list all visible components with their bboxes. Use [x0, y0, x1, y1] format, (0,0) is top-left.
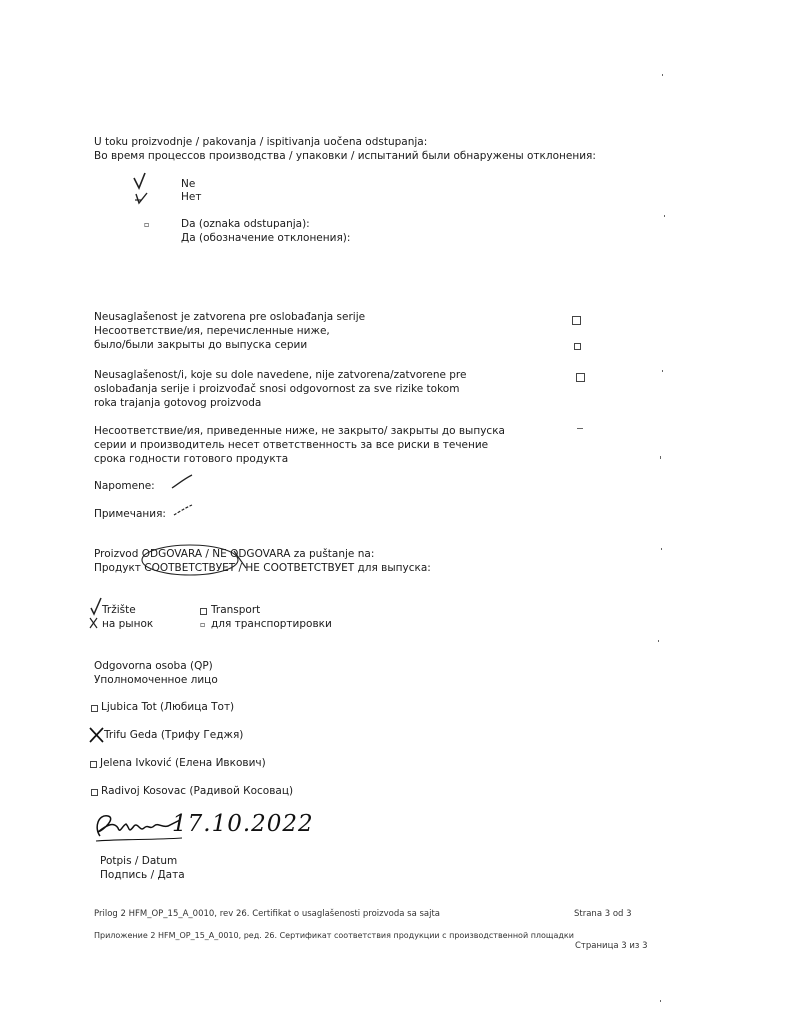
signature-label-ru: Подпись / Дата: [100, 869, 185, 881]
option-no-sr[interactable]: Ne: [181, 178, 196, 190]
option-transport-sr[interactable]: Transport: [211, 604, 261, 616]
checkbox-closed-ru[interactable]: [574, 343, 581, 350]
option-transport-ru: для транспортировки: [211, 618, 332, 630]
footer-line-sr: Prilog 2 HFM_OP_15_A_0010, rev 26. Certifikat o usaglašenosti proizvoda sa sajta: [94, 909, 441, 919]
release-line-ru: Продукт СООТВЕТСТВУЕТ / НЕ СООТВЕТСТВУЕТ для выпуска:: [94, 562, 431, 574]
nonconformity-open-sr-1: Neusaglašenost/i, koje su dole navedene, nije zatvorena/zatvorene pre: [94, 369, 467, 381]
nonconformity-open-sr-3: roka trajanja gotovog proizvoda: [94, 397, 262, 409]
handwritten-date: 17.10.2022: [172, 811, 314, 837]
option-no-ru: Нет: [181, 191, 202, 203]
qp-person-1[interactable]: Ljubica Tot (Любица Тот): [101, 701, 235, 713]
remarks-label-ru: Примечания:: [94, 508, 166, 520]
deviations-question-ru: Во время процессов производства / упаковки / испытаний были обнаружены отклонения:: [94, 150, 596, 162]
nonconformity-closed-ru-1: Несоответствие/ия, перечисленные ниже,: [94, 325, 330, 337]
checkbox-person-3[interactable]: [90, 761, 97, 768]
checkbox-open-sr[interactable]: [576, 373, 585, 382]
signature-label-sr: Potpis / Datum: [100, 855, 178, 867]
option-yes-sr[interactable]: Da (oznaka odstupanja):: [181, 218, 310, 230]
nonconformity-open-sr-2: oslobađanja serije i proizvođač snosi odgovornost za sve rizike tokom: [94, 383, 460, 395]
qp-title-ru: Уполномоченное лицо: [94, 674, 218, 686]
deviations-question-sr: U toku proizvodnje / pakovanja / ispitivanja uočena odstupanja:: [94, 136, 428, 148]
qp-title-sr: Odgovorna osoba (QP): [94, 660, 213, 672]
qp-person-2[interactable]: Trifu Geda (Трифу Геджя): [104, 729, 244, 741]
checkbox-closed-sr[interactable]: [572, 316, 581, 325]
qp-person-3[interactable]: Jelena Ivković (Елена Ивкович): [100, 757, 266, 769]
footer-page-ru: Страница 3 из 3: [575, 941, 648, 951]
qp-person-4[interactable]: Radivoj Kosovac (Радивой Косовац): [101, 785, 294, 797]
checkbox-transport[interactable]: [200, 608, 207, 615]
release-line-sr: Proizvod ODGOVARA / NE ODGOVARA za puštanje na:: [94, 548, 375, 560]
nonconformity-closed-sr: Neusaglašenost je zatvorena pre oslobađanja serije: [94, 311, 366, 323]
footer-page-sr: Strana 3 od 3: [574, 909, 632, 919]
footer-line-ru: Приложение 2 HFM_OP_15_A_0010, ред. 26. Сертификат соответствия продукции с производственной площадки: [94, 931, 574, 940]
nonconformity-open-ru-3: срока годности готового продукта: [94, 453, 289, 465]
checkbox-yes[interactable]: ▫: [144, 220, 150, 229]
option-yes-ru: Да (обозначение отклонения):: [181, 232, 351, 244]
checkbox-person-1[interactable]: [91, 705, 98, 712]
option-market-ru: на рынок: [102, 618, 154, 630]
remarks-label-sr: Napomene:: [94, 480, 155, 492]
option-market-sr[interactable]: Tržište: [102, 604, 136, 616]
nonconformity-closed-ru-2: было/были закрыты до выпуска серии: [94, 339, 308, 351]
checkbox-person-4[interactable]: [91, 789, 98, 796]
nonconformity-open-ru-2: серии и производитель несет ответственность за все риски в течение: [94, 439, 489, 451]
remarks-dash-stroke-ru: [172, 503, 194, 517]
check-mark-no: [132, 172, 154, 206]
nonconformity-open-ru-1: Несоответствие/ия, приведенные ниже, не закрыто/ закрыты до выпуска: [94, 425, 505, 437]
remarks-dash-stroke: [170, 474, 194, 490]
release-circle-mark: [140, 542, 252, 578]
